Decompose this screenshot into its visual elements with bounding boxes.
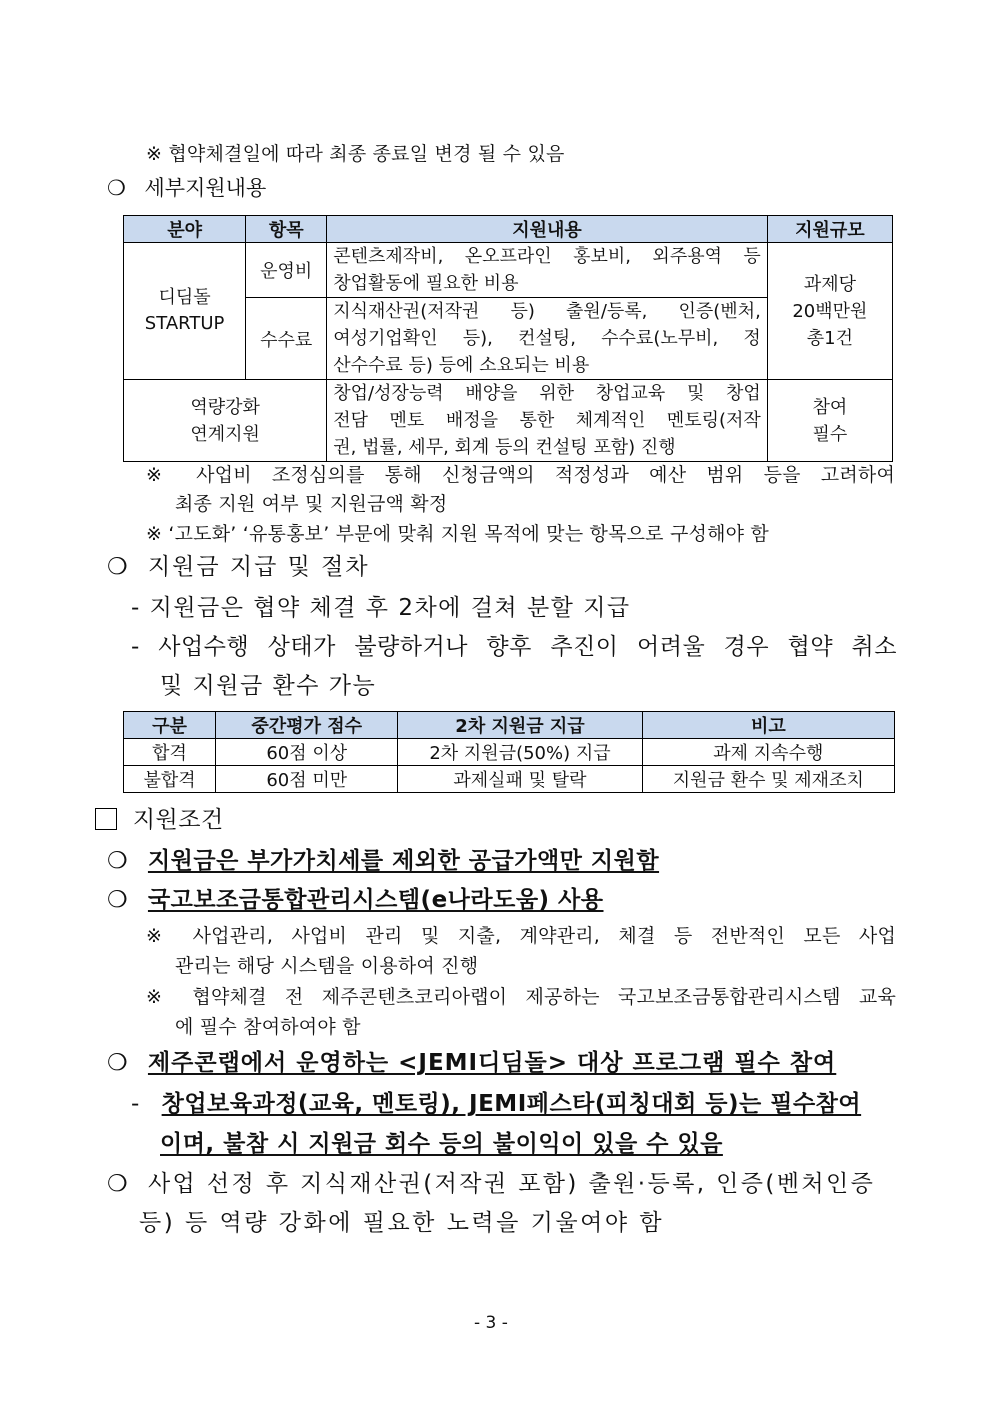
page-number: - 3 -	[474, 1313, 508, 1333]
condition-item4-text2: 등) 등 역량 강화에 필요한 노력을 기울여야 함	[139, 1210, 665, 1236]
table2-cell: 2차 지원금(50%) 지급	[398, 739, 642, 766]
table1-content-capacity	[327, 380, 768, 462]
circle-bullet-icon: ❍	[107, 1050, 129, 1076]
field-line: 디딤돌	[158, 287, 211, 308]
table1-item-operating: 운영비	[246, 243, 327, 298]
scale-line: 20백만원	[792, 300, 868, 322]
condition-item3-dash-line2: 이며, 불참 시 지원금 회수 등의 불이익이 있을 수 있음	[160, 1131, 723, 1157]
table1-note1-line2: 최종 지원 여부 및 지원금액 확정	[175, 493, 448, 515]
circle-bullet-icon: ❍	[107, 887, 129, 913]
circle-bullet-icon: ❍	[107, 848, 129, 874]
scale-line: 참여	[812, 396, 848, 418]
condition-item2-note1-line2: 관리는 해당 시스템을 이용하여 진행	[175, 955, 479, 977]
table2-cell: 불합격	[124, 766, 216, 793]
table1-field-capacity	[124, 380, 327, 462]
support-detail-table	[123, 215, 893, 462]
table2-cell: 60점 미만	[216, 766, 398, 793]
field-line: 연계지원	[190, 423, 260, 445]
table1-header-scale: 지원규모	[767, 216, 892, 243]
content-line: 전담 멘토 배정을 통한 체계적인 멘토링(저작	[333, 410, 761, 431]
table1-scale-startup	[767, 243, 892, 380]
condition-item2-note2-line2: 에 필수 참여하여야 함	[175, 1016, 361, 1038]
content-line: 산수수료 등) 등에 소요되는 비용	[333, 355, 590, 376]
table2-cell: 과제 지속수행	[642, 739, 894, 766]
section-detail-heading	[107, 172, 266, 202]
content-line: 창업활동에 필요한 비용	[333, 273, 519, 294]
field-line: STARTUP	[144, 313, 225, 334]
table1-item-fee: 수수료	[246, 298, 327, 380]
table1-note2: ※ ‘고도화’ ‘유통홍보’ 부문에 맞춰 지원 목적에 맞는 항목으로 구성해야 함	[146, 523, 769, 545]
condition-item4	[107, 1165, 897, 1198]
condition-item2	[107, 881, 604, 914]
condition-item2-note1-line1: ※ 사업관리, 사업비 관리 및 지출, 계약관리, 체결 등 전반적인 모든 사업	[146, 925, 896, 947]
table-row	[124, 739, 895, 766]
table1-header-item: 항목	[246, 216, 327, 243]
payment-dash1: - 지원금은 협약 체결 후 2차에 걸쳐 분할 지급	[131, 595, 631, 621]
field-line: 역량강화	[190, 396, 260, 418]
payment-dash2-line2: 및 지원금 환수 가능	[160, 673, 377, 699]
circle-bullet-icon: ❍	[107, 176, 126, 200]
condition-item2-text: 국고보조금통합관리시스템(e나라도움) 사용	[147, 887, 604, 913]
section-payment-heading	[107, 548, 370, 581]
table1-field-startup	[124, 243, 246, 380]
condition-item3	[107, 1044, 836, 1077]
content-line: 지식재산권(저작권 등) 출원/등록, 인증(벤처,	[333, 301, 761, 322]
table1-header-field: 분야	[124, 216, 246, 243]
section-payment-title: 지원금 지급 및 절차	[147, 554, 370, 580]
scale-line: 총1건	[806, 327, 854, 349]
condition-item1	[107, 842, 659, 875]
table1-scale-capacity	[767, 380, 892, 462]
condition-item1-text: 지원금은 부가가치세를 제외한 공급가액만 지원함	[147, 848, 660, 874]
scale-line: 필수	[812, 423, 848, 445]
table1-content-operating	[327, 243, 768, 298]
content-line: 콘텐츠제작비, 온오프라인 홍보비, 외주용역 등	[333, 246, 761, 267]
table2-cell: 합격	[124, 739, 216, 766]
table2-cell: 60점 이상	[216, 739, 398, 766]
table2-cell: 지원금 환수 및 제재조치	[642, 766, 894, 793]
dash-bullet: -	[131, 1091, 140, 1117]
conditions-title: 지원조건	[132, 807, 224, 833]
condition-item3-dash-text1: 창업보육과정(교육, 멘토링), JEMI페스타(피칭대회 등)는 필수참여	[161, 1091, 862, 1117]
scale-line: 과제당	[803, 273, 856, 295]
content-line: 창업/성장능력 배양을 위한 창업교육 및 창업	[333, 383, 761, 404]
table2-cell: 과제실패 및 탈락	[398, 766, 642, 793]
table-row	[124, 766, 895, 793]
condition-item3-dash-line1	[131, 1085, 861, 1118]
conditions-heading	[95, 801, 224, 834]
checkbox-square-icon	[95, 808, 117, 830]
table2-header-class: 구분	[124, 712, 216, 739]
table1-header-content: 지원내용	[327, 216, 768, 243]
table2-header-score: 중간평가 점수	[216, 712, 398, 739]
section-detail-title: 세부지원내용	[144, 176, 267, 200]
evaluation-table	[123, 711, 895, 793]
table1-content-fee	[327, 298, 768, 380]
condition-item2-note2-line1: ※ 협약체결 전 제주콘텐츠코리아랩이 제공하는 국고보조금통합관리시스템 교육	[146, 986, 896, 1008]
top-note: ※ 협약체결일에 따라 최종 종료일 변경 될 수 있음	[146, 143, 565, 165]
table2-header-payment: 2차 지원금 지급	[398, 712, 642, 739]
circle-bullet-icon: ❍	[107, 554, 129, 580]
condition-item4-text1: 사업 선정 후 지식재산권(저작권 포함) 출원·등록, 인증(벤처인증	[147, 1171, 876, 1197]
content-line: 권, 법률, 세무, 회계 등의 컨설팅 포함) 진행	[333, 437, 676, 458]
table2-header-remark: 비고	[642, 712, 894, 739]
table1-note1-line1: ※ 사업비 조정심의를 통해 신청금액의 적정성과 예산 범위 등을 고려하여	[146, 464, 895, 486]
payment-dash2-line1: - 사업수행 상태가 불량하거나 향후 추진이 어려울 경우 협약 취소	[131, 634, 897, 660]
content-line: 여성기업확인 등), 컨설팅, 수수료(노무비, 정	[333, 328, 761, 349]
condition-item3-text: 제주콘랩에서 운영하는 <JEMI디딤돌> 대상 프로그램 필수 참여	[147, 1050, 837, 1076]
circle-bullet-icon: ❍	[107, 1171, 129, 1197]
